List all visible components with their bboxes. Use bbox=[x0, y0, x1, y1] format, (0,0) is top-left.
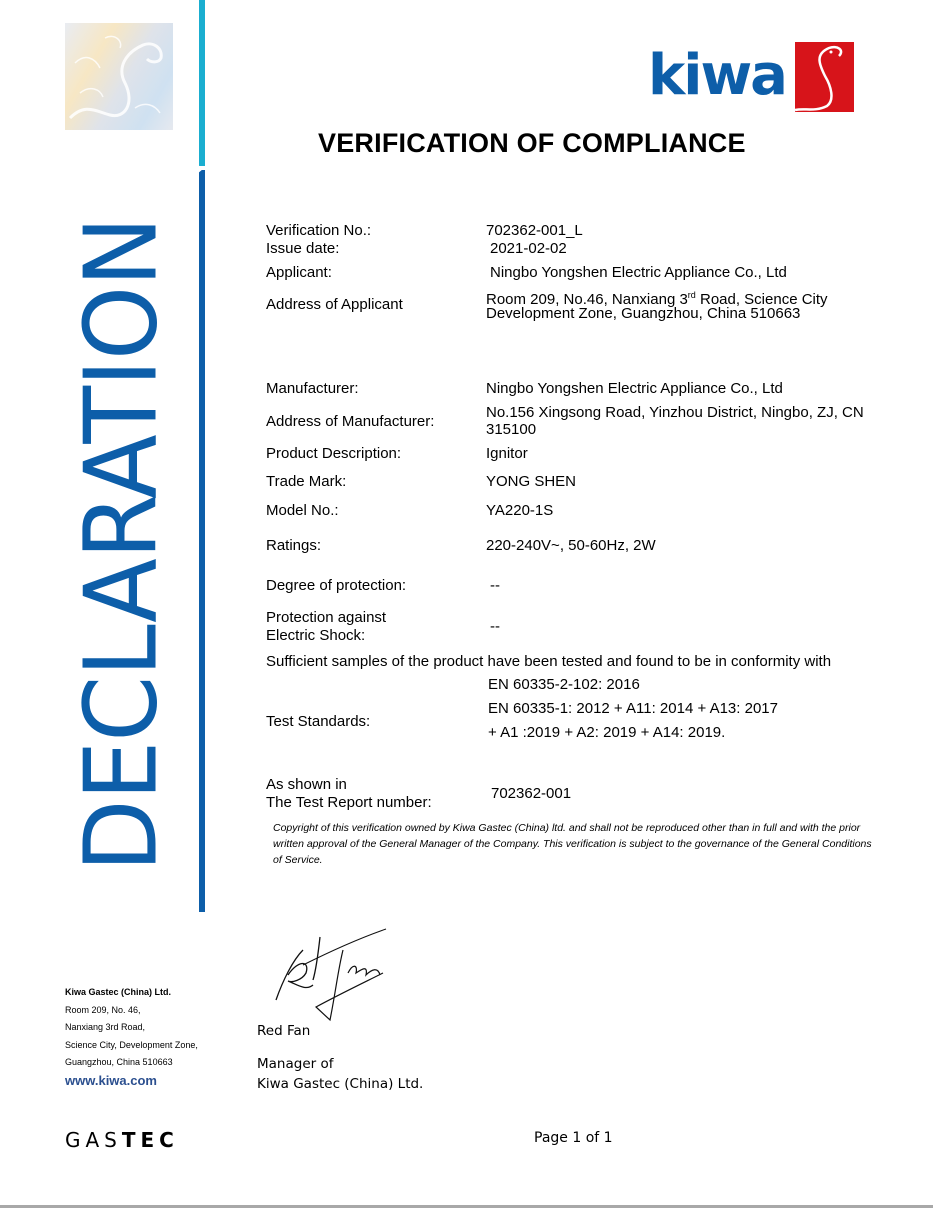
test-standard-line: EN 60335-1: 2012 + A11: 2014 + A13: 2017 bbox=[488, 700, 778, 717]
applicant-address-line2: Development Zone, Guangzhou, China 510663 bbox=[486, 305, 801, 322]
manufacturer-address-line2: 315100 bbox=[486, 421, 537, 438]
footer-address-line: Guangzhou, China 510663 bbox=[65, 1057, 173, 1067]
manufacturer-address-label: Address of Manufacturer: bbox=[266, 413, 435, 430]
vertical-accent-bar-cyan bbox=[199, 0, 205, 166]
protection-shock-label-line1: Protection against bbox=[266, 609, 387, 626]
test-report-label-line2: The Test Report number: bbox=[266, 794, 432, 811]
footer-company-address bbox=[65, 984, 198, 1090]
trade-mark-label: Trade Mark: bbox=[266, 473, 347, 490]
signer-title-line1: Manager of bbox=[257, 1056, 334, 1072]
kiwa-beaver-icon bbox=[795, 42, 854, 112]
manufacturer-label: Manufacturer: bbox=[266, 380, 359, 397]
conformity-statement: Sufficient samples of the product have been tested and found to be in conformity with bbox=[266, 653, 832, 670]
bar-notch bbox=[197, 164, 203, 174]
footer-company-name: Kiwa Gastec (China) Ltd. bbox=[65, 987, 172, 997]
issue-date-label: Issue date: bbox=[266, 240, 340, 257]
product-description-label: Product Description: bbox=[266, 445, 402, 462]
verification-no-value: 702362-001_L bbox=[486, 222, 583, 239]
manufacturer-address-line1: No.156 Xingsong Road, Yinzhou District, Ningbo, ZJ, CN bbox=[486, 404, 864, 421]
signer-title-line2: Kiwa Gastec (China) Ltd. bbox=[257, 1076, 424, 1092]
issue-date-value: 2021-02-02 bbox=[490, 240, 567, 257]
test-standard-line: EN 60335-2-102: 2016 bbox=[488, 676, 640, 693]
vertical-accent-bar-blue bbox=[199, 170, 205, 912]
manufacturer-value: Ningbo Yongshen Electric Appliance Co., Ltd bbox=[486, 380, 783, 397]
degree-of-protection-label: Degree of protection: bbox=[266, 577, 407, 594]
footer-address-line: Room 209, No. 46, bbox=[65, 1004, 141, 1015]
beaver-pattern-image bbox=[65, 23, 173, 130]
document-title: VERIFICATION OF COMPLIANCE bbox=[318, 128, 746, 158]
gastec-logo: GASTEC bbox=[65, 1128, 179, 1152]
handwritten-signature-icon bbox=[258, 925, 408, 1025]
protection-shock-value: -- bbox=[490, 618, 500, 635]
protection-shock-label-line2: Electric Shock: bbox=[266, 627, 366, 644]
degree-of-protection-value: -- bbox=[490, 577, 500, 594]
signer-name: Red Fan bbox=[257, 1023, 311, 1039]
verification-no-label: Verification No.: bbox=[266, 222, 372, 239]
model-no-value: YA220-1S bbox=[486, 502, 554, 519]
test-report-value: 702362-001 bbox=[491, 785, 572, 802]
test-report-label-line1: As shown in bbox=[266, 776, 347, 793]
page-number: Page 1 of 1 bbox=[534, 1130, 613, 1146]
product-description-value: Ignitor bbox=[486, 445, 528, 462]
footer-address-line: Nanxiang 3rd Road, bbox=[65, 1022, 146, 1032]
applicant-label: Applicant: bbox=[266, 264, 332, 281]
website-link[interactable]: www.kiwa.com bbox=[65, 1072, 157, 1088]
kiwa-logo bbox=[648, 40, 854, 114]
test-standards-label: Test Standards: bbox=[266, 713, 371, 730]
signature-image bbox=[258, 925, 408, 1025]
ratings-label: Ratings: bbox=[266, 537, 322, 554]
copyright-notice: Copyright of this verification owned by Kiwa Gastec (China) ltd. and shall not be reproduced other than in full and with the prior written approval of the General Manager of the Company. This verification is subject to the governance of the General Conditions of Service. bbox=[273, 822, 872, 866]
trade-mark-value: YONG SHEN bbox=[486, 473, 577, 490]
ratings-value: 220-240V~, 50-60Hz, 2W bbox=[486, 537, 656, 554]
declaration-banner: DECLARATION bbox=[62, 217, 180, 873]
model-no-label: Model No.: bbox=[266, 502, 339, 519]
footer-address-line: Science City, Development Zone, bbox=[65, 1039, 198, 1050]
applicant-address-label: Address of Applicant bbox=[266, 296, 403, 313]
kiwa-logo-text: kiwa bbox=[648, 43, 786, 108]
kiwa-logo-red-block bbox=[795, 42, 854, 112]
test-standard-line: + A1 :2019 + A2: 2019 + A14: 2019. bbox=[488, 724, 726, 741]
applicant-address-line1: Room 209, No.46, Nanxiang 3rd Road, Science City bbox=[486, 290, 828, 308]
applicant-value: Ningbo Yongshen Electric Appliance Co., Ltd bbox=[490, 264, 787, 281]
beaver-icon bbox=[65, 23, 173, 130]
